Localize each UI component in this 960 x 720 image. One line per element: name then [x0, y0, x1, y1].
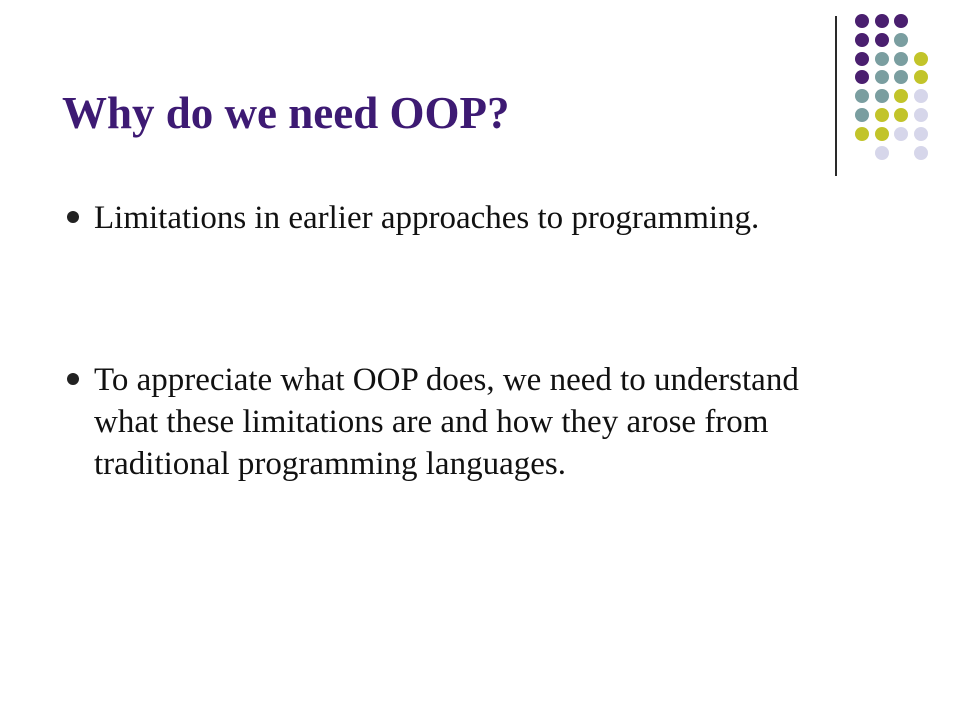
bullet-marker	[67, 373, 79, 385]
decorative-dot	[894, 52, 908, 66]
decorative-dot	[875, 14, 889, 28]
decorative-dot	[855, 127, 869, 141]
decorative-dot	[855, 52, 869, 66]
decorative-dot	[894, 108, 908, 122]
decorative-dot	[914, 127, 928, 141]
bullet-text: Limitations in earlier approaches to programming.	[94, 200, 760, 236]
decorative-dot	[855, 89, 869, 103]
decorative-dot	[914, 70, 928, 84]
decorative-dot	[875, 52, 889, 66]
bullet-item	[94, 359, 854, 485]
slide-title: Why do we need OOP?	[62, 88, 510, 138]
decorative-dot	[914, 146, 928, 160]
decorative-dot	[875, 33, 889, 47]
decorative-dot	[875, 146, 889, 160]
vertical-divider	[835, 16, 837, 176]
decorative-dot	[894, 33, 908, 47]
decorative-dot	[875, 127, 889, 141]
decorative-dot	[875, 108, 889, 122]
decorative-dot	[894, 127, 908, 141]
decorative-dot	[914, 89, 928, 103]
bullet-marker	[67, 211, 79, 223]
bullet-text: To appreciate what OOP does, we need to understand what these limitations are and how they arose from traditional programming languages.	[94, 362, 799, 482]
decorative-dot	[855, 70, 869, 84]
decorative-dot	[914, 108, 928, 122]
decorative-dot	[894, 14, 908, 28]
decorative-dot	[855, 14, 869, 28]
decorative-dot	[855, 108, 869, 122]
decorative-dot	[914, 52, 928, 66]
decorative-dot	[855, 33, 869, 47]
decorative-dot	[875, 89, 889, 103]
decorative-dot	[894, 89, 908, 103]
bullet-item	[94, 197, 854, 239]
decorative-dot	[875, 70, 889, 84]
decorative-dot	[894, 70, 908, 84]
